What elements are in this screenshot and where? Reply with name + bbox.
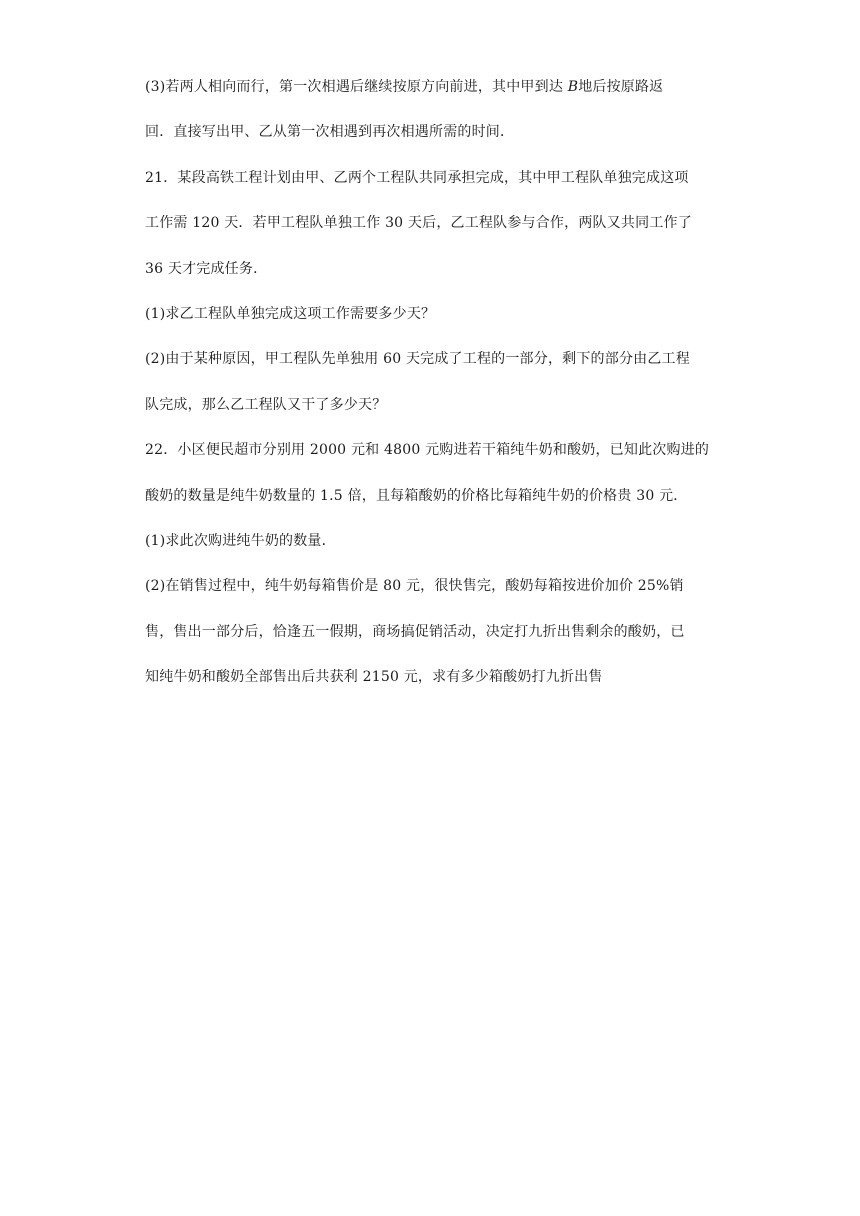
text-line: 36 天才完成任务．: [145, 261, 268, 277]
text-line: 回．直接写出甲、乙从第一次相遇到再次相遇所需的时间．: [145, 124, 515, 140]
sub-question-line: (2)由于某种原因，甲工程队先单独用 60 天完成了工程的一部分，剩下的部分由乙工程: [145, 351, 690, 367]
point-label: B: [567, 79, 579, 95]
text-line: 知纯牛奶和酸奶全部售出后共获利 2150 元，求有多少箱酸奶打九折出售: [145, 669, 603, 685]
text-line: 酸奶的数量是纯牛奶数量的 1.5 倍，且每箱酸奶的价格比每箱纯牛奶的价格贵 30 元．: [145, 488, 688, 504]
text-segment: (3)若两人相向而行，第一次相遇后继续按原方向前进，其中甲到达: [145, 79, 568, 95]
text-line: 队完成，那么乙工程队又干了多少天？: [145, 397, 387, 413]
sub-question-line: (1)求乙工程队单独完成这项工作需要多少天？: [145, 306, 436, 322]
question-22-line: 22．小区便民超市分别用 2000 元和 4800 元购进若干箱纯牛奶和酸奶，已知此次购进的: [145, 442, 710, 458]
text-line: 售，售出一部分后，恰逢五一假期，商场搞促销活动，决定打九折出售剩余的酸奶，已: [145, 624, 685, 640]
text-line: [145, 77, 663, 97]
text-segment: 地后按原路返: [578, 79, 664, 95]
sub-question-line: (1)求此次购进纯牛奶的数量．: [145, 533, 336, 549]
sub-question-line: (2)在销售过程中，纯牛奶每箱售价是 80 元，很快售完，酸奶每箱按进价加价 25%销: [145, 578, 684, 594]
text-line: 工作需 120 天．若甲工程队单独工作 30 天后，乙工程队参与合作，两队又共同工作了: [145, 215, 692, 231]
question-21-line: 21．某段高铁工程计划由甲、乙两个工程队共同承担完成，其中甲工程队单独完成这项: [145, 170, 689, 186]
